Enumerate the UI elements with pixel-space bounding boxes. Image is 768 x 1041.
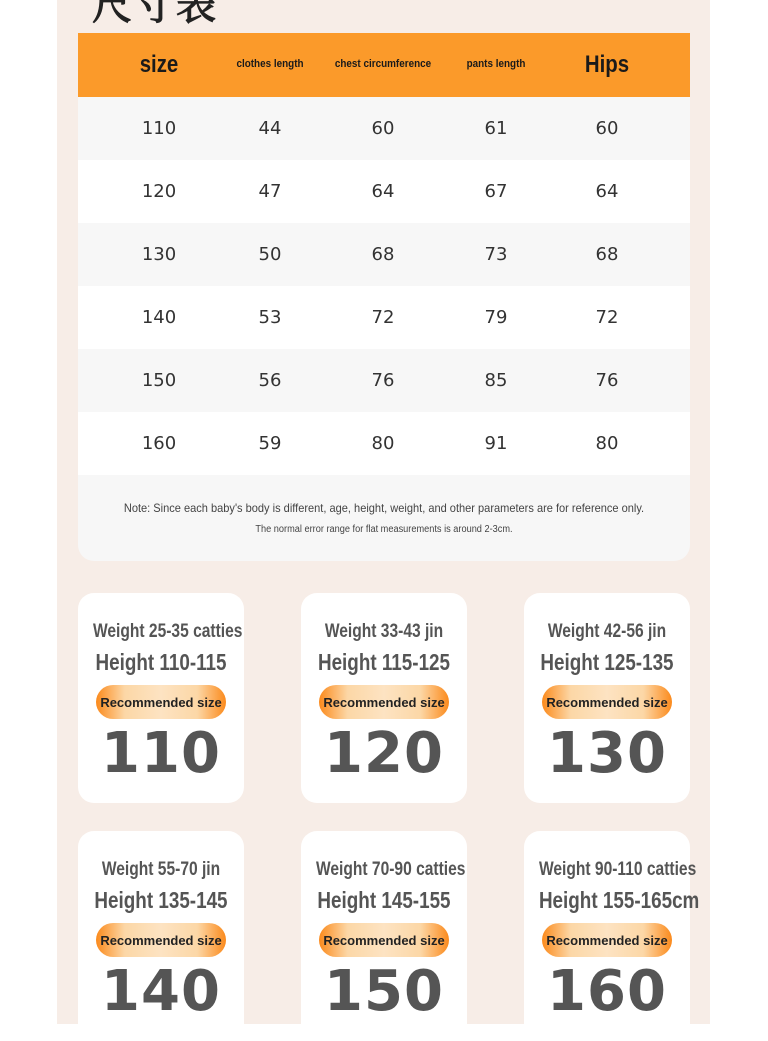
table-cell: 60 bbox=[371, 118, 395, 139]
header-size: size bbox=[139, 51, 179, 78]
table-cell: 61 bbox=[484, 118, 508, 139]
table-row bbox=[78, 412, 690, 475]
size-card-150 bbox=[301, 831, 467, 1041]
table-cell: 64 bbox=[595, 181, 619, 202]
table-cell: 91 bbox=[484, 433, 508, 454]
recommended-size-button[interactable]: Recommended size bbox=[319, 923, 449, 957]
table-note: Note: Since each baby's body is different, age, height, weight, and other parameters are for reference only. bbox=[123, 501, 645, 515]
table-cell: 110 bbox=[141, 118, 177, 139]
page-title bbox=[92, 0, 218, 4]
card-height: Height 135-145 bbox=[94, 887, 228, 913]
recommended-size-button[interactable]: Recommended size bbox=[96, 685, 226, 719]
size-card-130 bbox=[524, 593, 690, 803]
table-cell: 53 bbox=[258, 307, 282, 328]
table-cell: 64 bbox=[371, 181, 395, 202]
table-row bbox=[78, 286, 690, 349]
table-row bbox=[78, 349, 690, 412]
card-height: Height 145-155 bbox=[317, 887, 451, 913]
table-row bbox=[78, 97, 690, 160]
card-weight: Weight 55-70 jin bbox=[101, 859, 221, 880]
header-chest-circumference: chest circumference bbox=[334, 58, 432, 71]
table-cell: 60 bbox=[595, 118, 619, 139]
card-height: Height 115-125 bbox=[317, 649, 451, 675]
table-cell: 80 bbox=[595, 433, 619, 454]
card-weight: Weight 33-43 jin bbox=[324, 621, 444, 642]
card-size-number: 110 bbox=[101, 721, 221, 786]
table-cell: 140 bbox=[141, 307, 177, 328]
recommended-size-button[interactable]: Recommended size bbox=[319, 685, 449, 719]
card-height: Height 110-115 bbox=[95, 649, 227, 675]
table-cell: 120 bbox=[141, 181, 177, 202]
table-cell: 59 bbox=[258, 433, 282, 454]
size-card-140 bbox=[78, 831, 244, 1041]
table-cell: 72 bbox=[371, 307, 395, 328]
table-row bbox=[78, 223, 690, 286]
card-weight: Weight 25-35 catties bbox=[92, 621, 243, 642]
table-cell: 47 bbox=[258, 181, 282, 202]
table-cell: 160 bbox=[141, 433, 177, 454]
header-clothes-length: clothes length bbox=[236, 58, 304, 71]
size-card-110 bbox=[78, 593, 244, 803]
table-cell: 130 bbox=[141, 244, 177, 265]
header-hips: Hips bbox=[584, 51, 630, 78]
table-cell: 79 bbox=[484, 307, 508, 328]
table-cell: 50 bbox=[258, 244, 282, 265]
table-cell: 68 bbox=[371, 244, 395, 265]
size-card-160 bbox=[524, 831, 700, 1041]
recommended-size-button[interactable]: Recommended size bbox=[542, 685, 672, 719]
table-header bbox=[78, 33, 690, 97]
card-weight: Weight 42-56 jin bbox=[547, 621, 667, 642]
table-cell: 76 bbox=[371, 370, 395, 391]
table-cell: 72 bbox=[595, 307, 619, 328]
table-cell: 85 bbox=[484, 370, 508, 391]
table-cell: 76 bbox=[595, 370, 619, 391]
card-height: Height 125-135 bbox=[540, 649, 674, 675]
table-note-tolerance: The normal error range for flat measurements is around 2-3cm. bbox=[255, 524, 513, 535]
card-height: Height 155-165cm bbox=[538, 887, 700, 913]
table-cell: 44 bbox=[258, 118, 282, 139]
table-cell: 80 bbox=[371, 433, 395, 454]
table-cell: 150 bbox=[141, 370, 177, 391]
table-cell: 67 bbox=[484, 181, 508, 202]
table-row bbox=[78, 160, 690, 223]
card-weight: Weight 90-110 catties bbox=[538, 859, 697, 880]
card-size-number: 150 bbox=[324, 959, 444, 1024]
size-chart-table bbox=[78, 33, 690, 561]
card-size-number: 130 bbox=[547, 721, 667, 786]
table-cell: 56 bbox=[258, 370, 282, 391]
recommended-size-button[interactable]: Recommended size bbox=[542, 923, 672, 957]
size-card-120 bbox=[301, 593, 467, 803]
card-size-number: 140 bbox=[101, 959, 221, 1024]
header-pants-length: pants length bbox=[466, 58, 526, 71]
recommended-size-button[interactable]: Recommended size bbox=[96, 923, 226, 957]
table-cell: 68 bbox=[595, 244, 619, 265]
card-size-number: 120 bbox=[324, 721, 444, 786]
card-weight: Weight 70-90 catties bbox=[315, 859, 466, 880]
table-cell: 73 bbox=[484, 244, 508, 265]
card-size-number: 160 bbox=[547, 959, 667, 1024]
